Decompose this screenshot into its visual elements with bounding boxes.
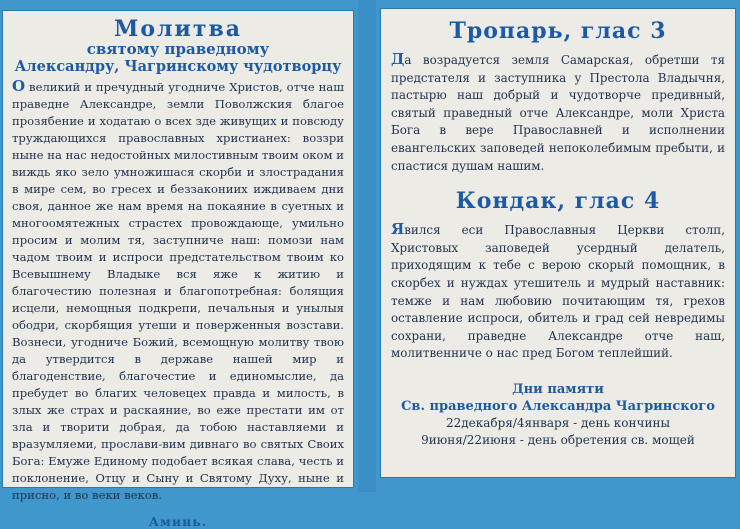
prayer-subtitle-name: Александру, Чагринскому чудотворцу — [14, 58, 342, 75]
kontakion-title: Кондак, глас 4 — [455, 188, 661, 215]
hymns-card — [380, 8, 736, 478]
troparion-text — [391, 51, 725, 175]
memory-date-repose: 22декабря/4января - день кончины — [445, 415, 671, 430]
prayer-amen: Аминь. — [148, 514, 208, 529]
memory-date-relics: 9июня/22июня - день обретения св. мощей — [421, 432, 695, 447]
fold-divider — [358, 0, 376, 492]
memory-subheading: Св. праведного Александра Чагринского — [401, 398, 715, 414]
prayer-text — [12, 78, 344, 504]
troparion-dropcap: Д — [391, 50, 405, 68]
kontakion-dropcap: Я — [391, 220, 405, 239]
prayer-title: Молитва — [113, 16, 243, 42]
prayer-body: великий и пречудный угодниче Христов, отче наш праведне Александре, земли Поволжския благое прозябение и ходатаю о всех зде живущих и повсюду труждающихся православных христианех: воззри ныне на нас недостойных милостивным твоим оком и виждь яко зело умножишася скорби и злострадания в мире сем, во гресех и беззакониих иждиваем дни своя, данное же нам время на покаяние в суетных и многоомятежных страстех провождающе, умильно просим и молим тя, заступниче наш: помози нам чадом твоим и испроси предстательством твоим ко Всевышнему Владыке вся яже к житию и благочестию полезная и благопотребная: болящия исцели, немощныя подкрепи, печальныя и унылыя ободри, скорбящия утеши и поверженныя возстави. Вознеси, угодниче Божий, всемощную молитву твою да утвердится в державе нашей мир и благоденствие, благочестие и единомыслие, да пребудет во благих человецех правда и милость, в злых же страх и раскаяние, во еже престати им от зла и творити добрая, да тобою наставляеми и вразумляеми, прослави-вим дивнаго во святых Своих Бога: Емуже Единому подобает всякая слава, честь и поклонение, Отцу и Сыну и Святому Духу, ныне и присно, и во веки веков. — [12, 80, 344, 502]
prayer-dropcap: О — [12, 77, 26, 95]
kontakion-body: вился еси Православныя Церкви столп, Христовых заповедей усердный делатель, приходящим к тебе с верою скорый помощник, в скорбех и нуждах утешитель и мудрый наставник: темже и нам любовию почитающим тя, грехов оставление испроси, обитель и град сей невредимы сохрани, праведне Александре отче наш, молитвенниче о нас пред Богом теплейший. — [391, 223, 725, 361]
troparion-title: Тропарь, глас 3 — [449, 18, 667, 44]
prayer-subtitle: святому праведному — [86, 40, 270, 58]
kontakion-text — [391, 221, 725, 363]
prayer-card — [2, 10, 354, 529]
memory-heading: Дни памяти — [512, 381, 604, 397]
troparion-body: а возрадуется земля Самарская, обретши тя предстателя и заступника у Престола Владычня, пастырю наш добрый и чудотворче предивный, святый праведный отче Александре, моли Христа Бога в вере Православней и исполнении евангельских заповедей непоколебимым пребыти, и спастися душам нашим. — [391, 53, 725, 173]
